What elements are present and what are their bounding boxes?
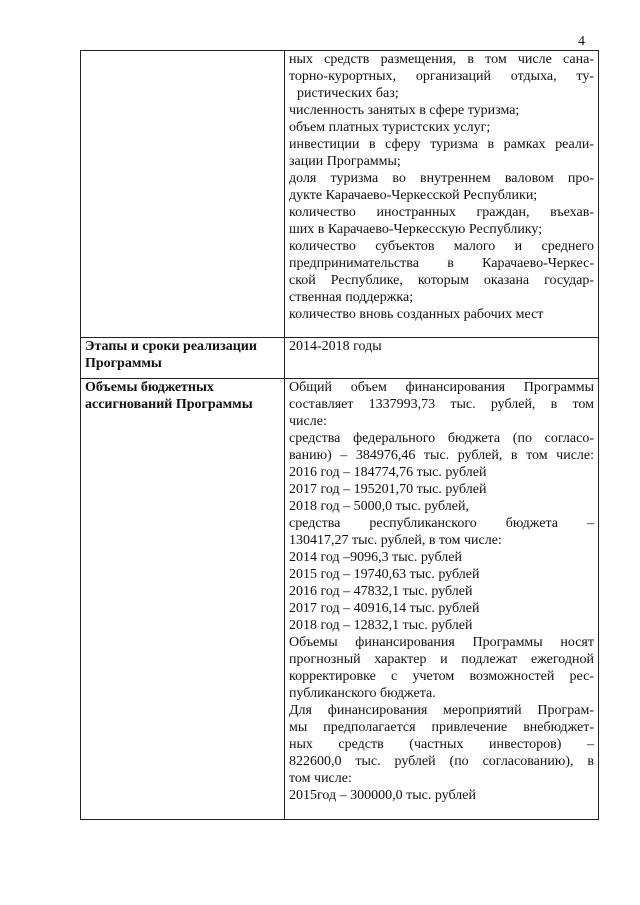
content-line: ской Республике, которым оказана государ- [289, 273, 594, 288]
label-line: Программы [85, 356, 162, 371]
content-line: Общий объем финансирования Программы [289, 380, 594, 395]
row-label-budget [81, 379, 285, 820]
row-content-indicators [285, 51, 599, 338]
content-line: прогнозный характер и подлежат ежегодной [289, 652, 594, 667]
content-line: средства федерального бюджета (по согласо- [289, 431, 594, 446]
content-line: средства республиканского бюджета – [289, 516, 594, 531]
row-content-budget [285, 379, 599, 820]
label-line: Этапы и сроки реализации [85, 339, 257, 354]
content-line: количество вновь созданных рабочих мест [289, 307, 544, 322]
content-line: доля туризма во внутреннем валовом про- [289, 171, 594, 186]
content-line: 2017 год – 195201,70 тыс. рублей [289, 482, 487, 497]
content-line: 2015 год – 19740,63 тыс. рублей [289, 567, 480, 582]
table-row-stages [81, 338, 599, 379]
content-line: Для финансирования мероприятий Програм- [289, 703, 594, 718]
content-line: публиканского бюджета. [289, 686, 436, 701]
content-line: 822600,0 тыс. рублей (по согласованию), в [289, 754, 594, 769]
content-line: мы предполагается привлечение внебюджет- [289, 720, 594, 735]
content-line: 2014 год –9096,3 тыс. рублей [289, 550, 462, 565]
content-line: количество субъектов малого и среднего [289, 239, 594, 254]
content-line: ристических баз; [297, 86, 399, 101]
content-line: 2017 год – 40916,14 тыс. рублей [289, 601, 480, 616]
content-line: ственная поддержка; [289, 290, 414, 305]
content-line: составляет 1337993,73 тыс. рублей, в том [289, 397, 594, 412]
content-line: 2015год – 300000,0 тыс. рублей [289, 788, 476, 803]
program-passport-table [80, 50, 599, 820]
content-line: инвестиции в сферу туризма в рамках реали- [289, 137, 594, 152]
label-line: ассигнований Программы [85, 397, 253, 412]
content-line: объем платных туристских услуг; [289, 120, 491, 135]
content-line: 130417,27 тыс. рублей, в том числе: [289, 533, 502, 548]
content-line: 2016 год – 184774,76 тыс. рублей [289, 465, 487, 480]
content-line: ных средств размещения, в том числе сана- [289, 52, 594, 67]
content-line: ванию) – 384976,46 тыс. рублей, в том числе: [289, 448, 594, 463]
content-line: ных средств (частных инвесторов) – [289, 737, 594, 752]
row-label-empty [81, 51, 285, 338]
content-line: 2018 год – 12832,1 тыс. рублей [289, 618, 473, 633]
content-line: 2016 год – 47832,1 тыс. рублей [289, 584, 473, 599]
content-line: численность занятых в сфере туризма; [289, 103, 520, 118]
content-line: зации Программы; [289, 154, 401, 169]
content-line: количество иностранных граждан, въехав- [289, 205, 594, 220]
content-line: 2014-2018 годы [289, 339, 382, 354]
content-line: 2018 год – 5000,0 тыс. рублей, [289, 499, 469, 514]
content-line: том числе: [289, 771, 352, 786]
row-label-stages [81, 338, 285, 379]
table-row-indicators [81, 51, 599, 338]
content-line: ших в Карачаево-Черкесскую Республику; [289, 222, 543, 237]
content-line: дукте Карачаево-Черкесской Республики; [289, 188, 538, 203]
content-line: Объемы финансирования Программы носят [289, 635, 594, 650]
content-line: корректировке с учетом возможностей рес- [289, 669, 594, 684]
label-line: Объемы бюджетных [85, 380, 214, 395]
table-row-budget [81, 379, 599, 820]
content-line: числе: [289, 414, 327, 429]
content-line: предпринимательства в Карачаево-Черкес- [289, 256, 594, 271]
content-line: торно-курортных, организаций отдыха, ту- [289, 69, 594, 84]
row-content-stages [285, 338, 599, 379]
page-number: 4 [578, 34, 585, 49]
